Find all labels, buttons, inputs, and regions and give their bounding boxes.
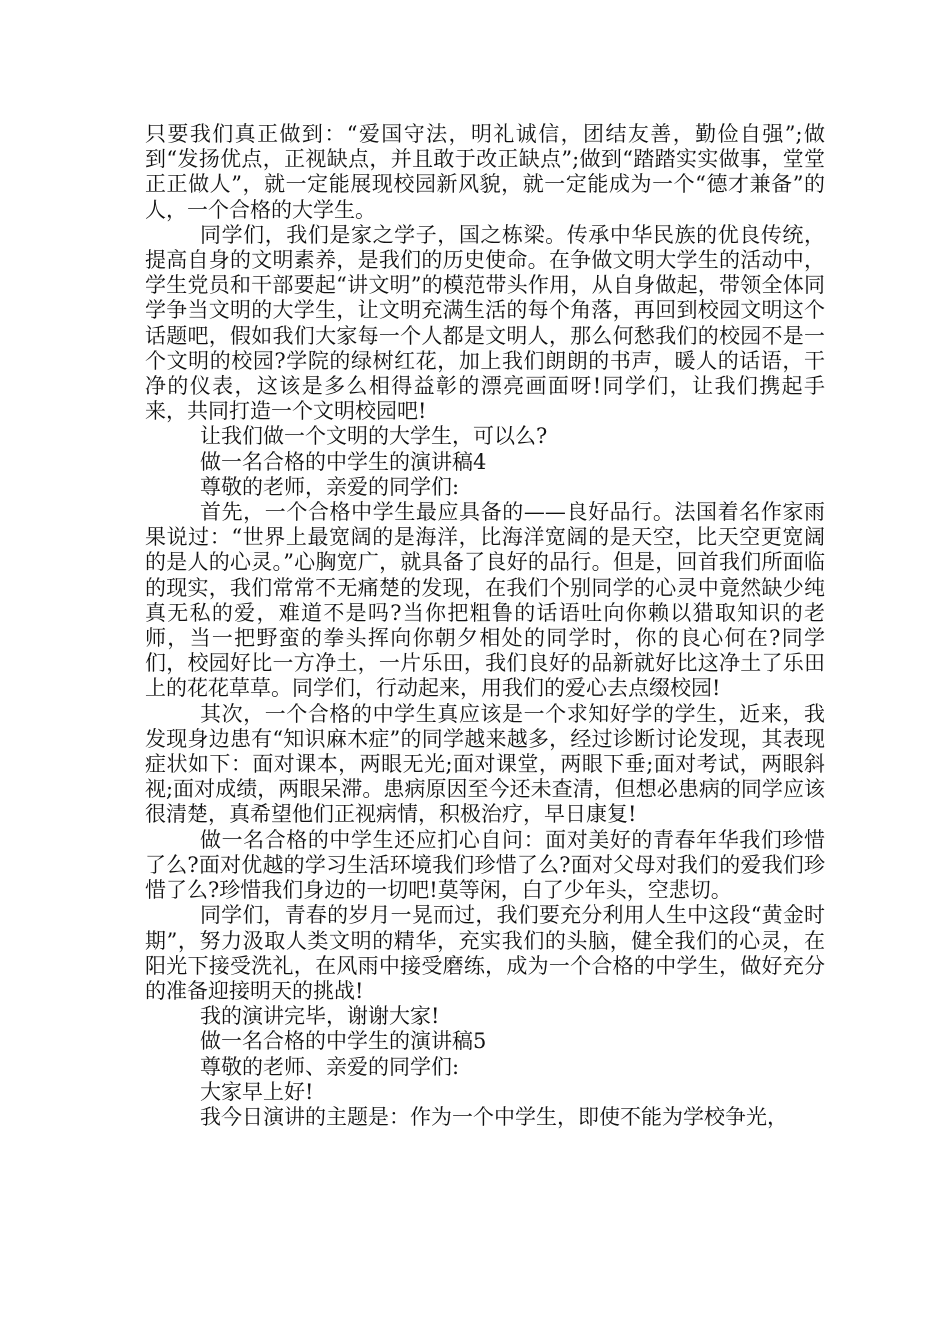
speech-title-4: 做一名合格的中学生的演讲稿4	[200, 449, 487, 474]
salutation-5: 尊敬的老师、亲爱的同学们:	[200, 1054, 460, 1079]
paragraph-intro: 只要我们真正做到：“爱国守法，明礼诚信，团结友善，勤俭自强”;做到“发扬优点，正视缺点，并且敢于改正缺点”;做到“踏踏实实做事，堂堂正正做人”，就一定能展现校园新风貌，就一定能成为一个“德才兼备”的人，一个合格的大学生。	[145, 122, 825, 222]
greeting-5: 大家早上好!	[200, 1079, 314, 1104]
paragraph-closing-question: 让我们做一个文明的大学生，可以么?	[200, 424, 548, 449]
paragraph-theme: 我今日演讲的主题是：作为一个中学生，即使不能为学校争光，	[200, 1104, 788, 1129]
paragraph-eager-learning: 其次，一个合格的中学生真应该是一个求知好学的学生，近来，我发现身边患有“知识麻木症”的同学越来越多，经过诊断讨论发现，其表现症状如下：面对课本，两眼无光;面对课堂，两眼下垂;面对考试，两眼斜视;面对成绩，两眼呆滞。患病原因至今还未查清，但想必患病的同学应该很清楚，真希望他们正视病情，积极治疗，早日康复!	[145, 701, 825, 827]
paragraph-civilization: 同学们，我们是家之学子，国之栋梁。传承中华民族的优良传统，提高自身的文明素养，是我们的历史使命。在争做文明大学生的活动中，学生党员和干部要起“讲文明”的模范带头作用，从自身做起，带领全体同学争当文明的大学生，让文明充满生活的每个角落，再回到校园文明这个话题吧，假如我们大家每一个人都是文明人，那么何愁我们的校园不是一个文明的校园?学院的绿树红花，加上我们朗朗的书声，暖人的话语，干净的仪表，这该是多么相得益彰的漂亮画面呀!同学们，让我们携起手来，共同打造一个文明校园吧!	[145, 222, 825, 424]
paragraph-good-conduct: 首先，一个合格中学生最应具备的——良好品行。法国着名作家雨果说过：“世界上最宽阔的是海洋，比海洋宽阔的是天空，比天空更宽阔的是人的心灵。”心胸宽广，就具备了良好的品行。但是，回首我们所面临的现实，我们常常不无痛楚的发现，在我们个别同学的心灵中竟然缺少纯真无私的爱，难道不是吗?当你把粗鲁的话语吐向你赖以猎取知识的老师，当一把野蛮的拳头挥向你朝夕相处的同学时，你的良心何在?同学们，校园好比一方净土，一片乐田，我们良好的品新就好比这净土了乐田上的花花草草。同学们，行动起来，用我们的爱心去点缀校园!	[145, 500, 825, 701]
paragraph-golden-time: 同学们，青春的岁月一晃而过，我们要充分利用人生中这段“黄金时期”，努力汲取人类文明的精华，充实我们的头脑，健全我们的心灵，在阳光下接受洗礼，在风雨中接受磨练，成为一个合格的中学生，做好充分的准备迎接明天的挑战!	[145, 903, 825, 1003]
paragraph-thanks: 我的演讲完毕，谢谢大家!	[200, 1004, 440, 1029]
speech-title-5: 做一名合格的中学生的演讲稿5	[200, 1029, 487, 1054]
salutation-4: 尊敬的老师，亲爱的同学们:	[200, 474, 460, 499]
paragraph-cherish: 做一名合格的中学生还应扪心自问：面对美好的青春年华我们珍惜了么?面对优越的学习生活环境我们珍惜了么?面对父母对我们的爱我们珍惜了么?珍惜我们身边的一切吧!莫等闲，白了少年头，空悲切。	[145, 827, 825, 903]
document-body	[145, 122, 825, 1130]
